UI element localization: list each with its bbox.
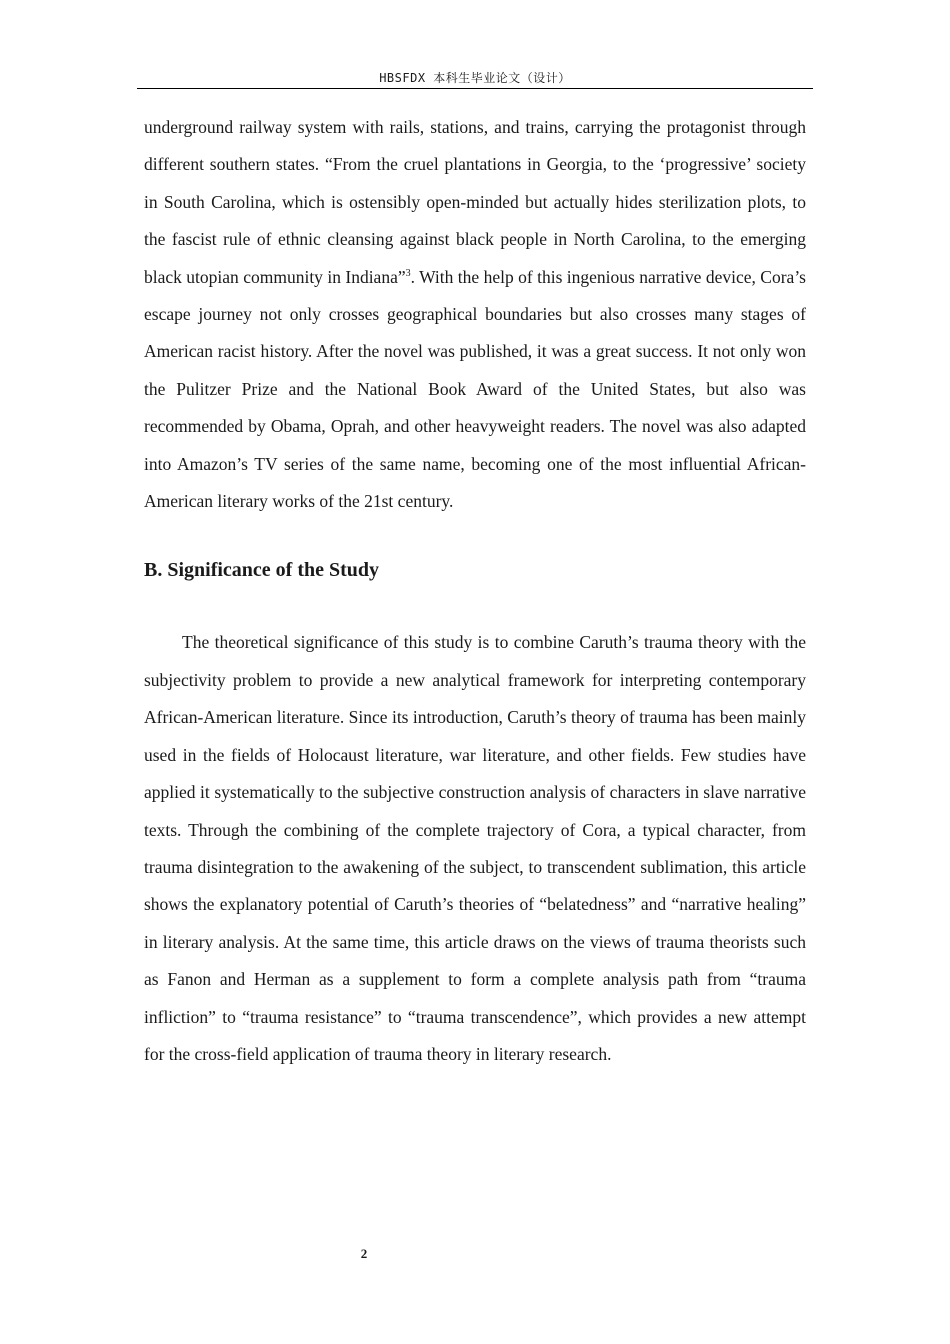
section-heading-significance: B. Significance of the Study — [144, 559, 380, 582]
page-content — [144, 109, 806, 1073]
body-paragraph-1 — [144, 109, 806, 520]
header-title: HBSFDX 本科生毕业论文（设计） — [379, 71, 571, 85]
page-number: 2 — [360, 1246, 368, 1261]
footnote-marker: 3 — [405, 267, 411, 279]
paragraph-1-text-a: underground railway system with rails, stations, and trains, carrying the protagonist through different southern states. “From the cruel plantations in Georgia, to the ‘progressive’ society in South Carolina, which is ostensibly open-minded but actually hides sterilization plots, to the fascist rule of ethnic cleansing against black people in North Carolina, to the emerging black utopian community in Indiana” — [144, 117, 806, 287]
paragraph-1-text-b: . With the help of this ingenious narrative device, Cora’s escape journey not only crosses geographical boundaries but also crosses many stages of American racist history. After the novel was published, it was a great success. It not only won the Pulitzer Prize and the National Book Award of the United States, but also was recommended by Obama, Oprah, and other heavyweight readers. The novel was also adapted into Amazon’s TV series of the same name, becoming one of the most influential African-American literary works of the 21st century. — [144, 266, 806, 512]
page-header — [137, 68, 813, 89]
body-paragraph-2: The theoretical significance of this study is to combine Caruth’s trauma theory with the subjectivity problem to provide a new analytical framework for interpreting contemporary African-American literature. Since its introduction, Caruth’s theory of trauma has been mainly used in the fields of Holocaust literature, war literature, and other fields. Few studies have applied it systematically to the subjective construction analysis of characters in slave narrative texts. Through the combining of the complete trajectory of Cora, a typical character, from trauma disintegration to the awakening of the subject, to transcendent sublimation, this article shows the explanatory potential of Caruth’s theories of “belatedness” and “narrative healing” in literary analysis. At the same time, this article draws on the views of trauma theorists such as Fanon and Herman as a supplement to form a complete analysis path from “trauma infliction” to “trauma resistance” to “trauma transcendence”, which provides a new attempt for the cross-field application of trauma theory in literary research. — [144, 632, 806, 1064]
